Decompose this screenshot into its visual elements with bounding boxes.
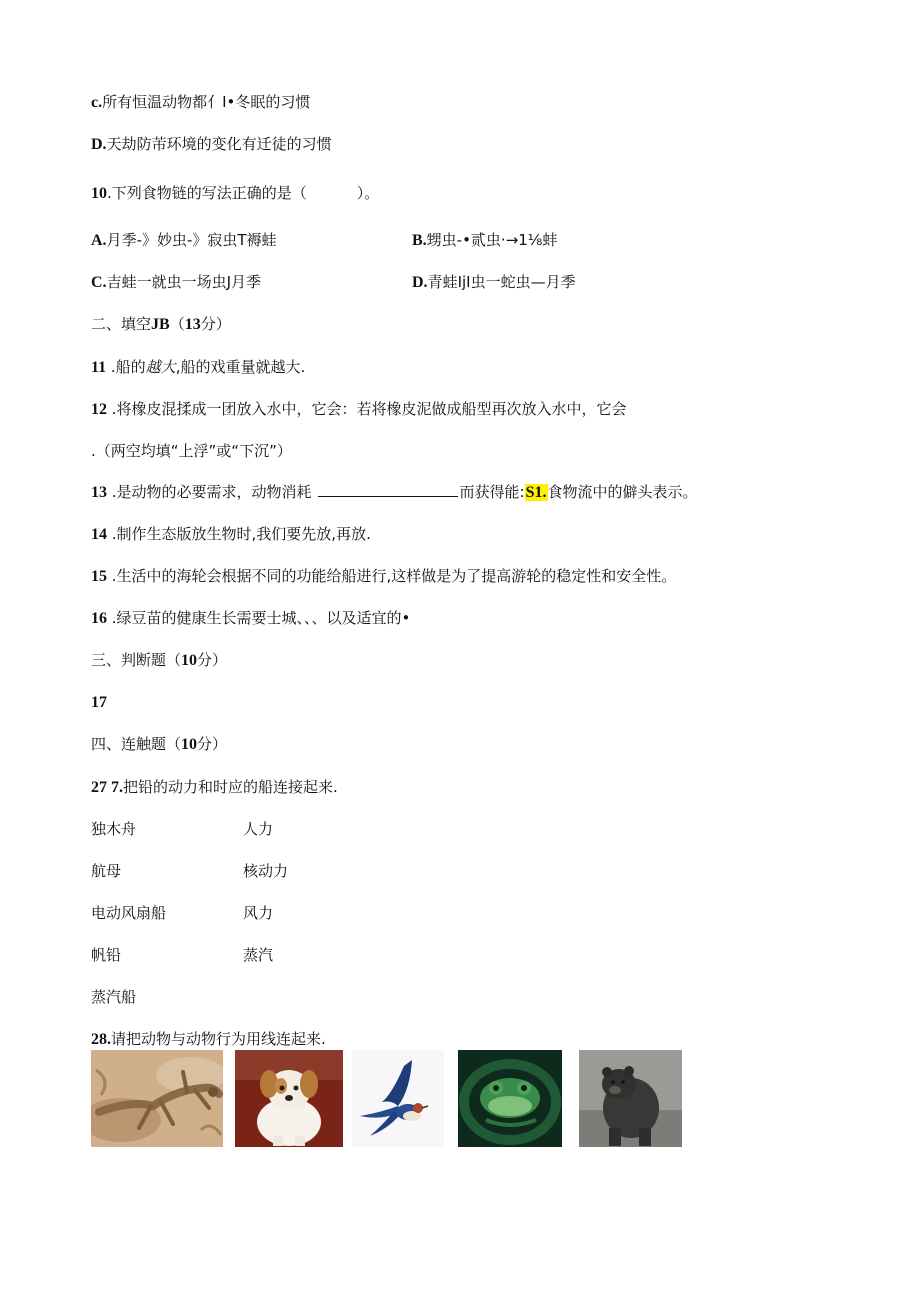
match-left-item[interactable]: 蒸汽船 (91, 988, 137, 1006)
section-title-code: JB (151, 316, 170, 333)
question-text: 把铅的动力和时应的船连接起来. (123, 778, 338, 796)
lizard-picture[interactable] (91, 1050, 223, 1147)
option-text: 月季-》妙虫-》寂虫T褥蛙 (106, 231, 277, 249)
question-13 (91, 482, 698, 503)
question-text: 请把动物与动物行为用线连起来. (111, 1030, 326, 1048)
option-text: 所有恒温动物都亻I•冬眠的习惯 (102, 93, 311, 111)
options-10-row1 (91, 230, 851, 251)
section-4-heading (91, 734, 227, 755)
question-14 (91, 524, 371, 545)
question-10 (91, 183, 379, 204)
question-11 (91, 357, 305, 378)
option-label: B. (412, 232, 427, 249)
highlighted-text: S1. (525, 484, 547, 501)
option-10a (91, 231, 277, 249)
option-label: A. (91, 232, 107, 249)
option-text: 青蛙IjI虫一蛇虫—月季 (427, 273, 576, 291)
section-3-heading (91, 650, 227, 671)
match-right-item[interactable]: 人力 (243, 820, 274, 838)
option-10c (91, 273, 261, 291)
match-right-item[interactable]: 核动力 (243, 862, 289, 880)
answer-blank[interactable] (318, 482, 458, 497)
section-points-unit: 分） (197, 651, 228, 669)
question-number: 15 (91, 568, 107, 585)
question-text: .制作生态版放生物时,我们要先放,再放. (107, 525, 371, 543)
question-text: 食物流中的僻头表示。 (547, 483, 698, 501)
option-label: D. (91, 136, 107, 153)
match-right-item[interactable]: 风力 (243, 904, 274, 922)
bear-picture[interactable] (579, 1050, 682, 1147)
match-row (91, 987, 391, 1007)
question-text: ,船的戏重量就越大. (175, 358, 306, 376)
question-text-italic: 越大 (145, 358, 176, 376)
match-row (91, 819, 391, 839)
question-text: 而获得能: (459, 483, 525, 501)
question-text: .绿豆苗的健康生长需要士城、、、以及适宜的• (107, 609, 411, 627)
question-text: .生活中的海轮会根据不同的功能给船进行,这样做是为了提高游轮的稳定性和安全性。 (107, 567, 677, 585)
question-17 (91, 692, 107, 713)
match-left-item[interactable]: 航母 (91, 862, 122, 880)
question-28 (91, 1029, 326, 1050)
option-10d (412, 272, 576, 293)
option-label: c. (91, 94, 103, 111)
question-number: 12 (91, 401, 107, 418)
match-left-item[interactable]: 电动风扇船 (91, 904, 167, 922)
match-left-item[interactable]: 帆铅 (91, 946, 122, 964)
question-number: 16 (91, 610, 107, 627)
section-title: 三、判断题（ (91, 651, 182, 669)
option-text: 吉蛙一就虫一场虫J月季 (106, 273, 261, 291)
match-row (91, 903, 391, 923)
option-text: 天劫防芾环境的变化有迁徒的习惯 (106, 135, 332, 153)
question-27 (91, 777, 338, 798)
section-paren: （ (169, 315, 185, 333)
question-number: 10 (91, 185, 107, 202)
option-9c (91, 92, 310, 113)
options-10-row2 (91, 272, 851, 293)
match-row (91, 861, 391, 881)
section-2-heading (91, 314, 231, 335)
option-label: C. (91, 274, 107, 291)
section-points-unit: 分） (200, 315, 231, 333)
question-15 (91, 566, 676, 587)
option-text: 甥虫-•贰虫·→1⅛蚌 (426, 231, 558, 249)
dog-picture[interactable] (235, 1050, 343, 1147)
option-10b (412, 230, 557, 251)
question-12-continued (91, 441, 292, 461)
question-end: ）。 (356, 184, 380, 202)
section-points: 10 (181, 736, 198, 753)
question-number: 17 (91, 694, 107, 711)
match-row (91, 945, 391, 965)
section-points: 13 (184, 316, 201, 333)
question-number: 27 7. (91, 779, 123, 796)
question-number: 11 (91, 359, 107, 376)
match-right-item[interactable]: 蒸汽 (243, 946, 274, 964)
question-number: 14 (91, 526, 107, 543)
section-title: 四、连触题（ (91, 735, 182, 753)
frog-picture[interactable] (458, 1050, 562, 1147)
section-points-unit: 分） (197, 735, 228, 753)
question-text: .（两空均填“上浮”或“下沉”） (91, 442, 292, 460)
question-text: .是动物的必要需求，动物消耗 (107, 483, 312, 501)
option-9d (91, 134, 332, 155)
section-points: 10 (181, 652, 198, 669)
section-title: 二、填空 (91, 315, 152, 333)
swallow-picture[interactable] (352, 1050, 444, 1147)
question-12 (91, 399, 627, 420)
question-text: .下列食物链的写法正确的是（ (107, 184, 307, 202)
question-text: .将橡皮混揉成一团放入水中，它会：若将橡皮泥做成船型再次放入水中，它会 (107, 400, 627, 418)
option-label: D. (412, 274, 428, 291)
question-number: 13 (91, 484, 107, 501)
question-16 (91, 608, 410, 629)
question-text: .船的 (106, 358, 146, 376)
question-number: 28. (91, 1031, 111, 1048)
match-left-item[interactable]: 独木舟 (91, 820, 137, 838)
